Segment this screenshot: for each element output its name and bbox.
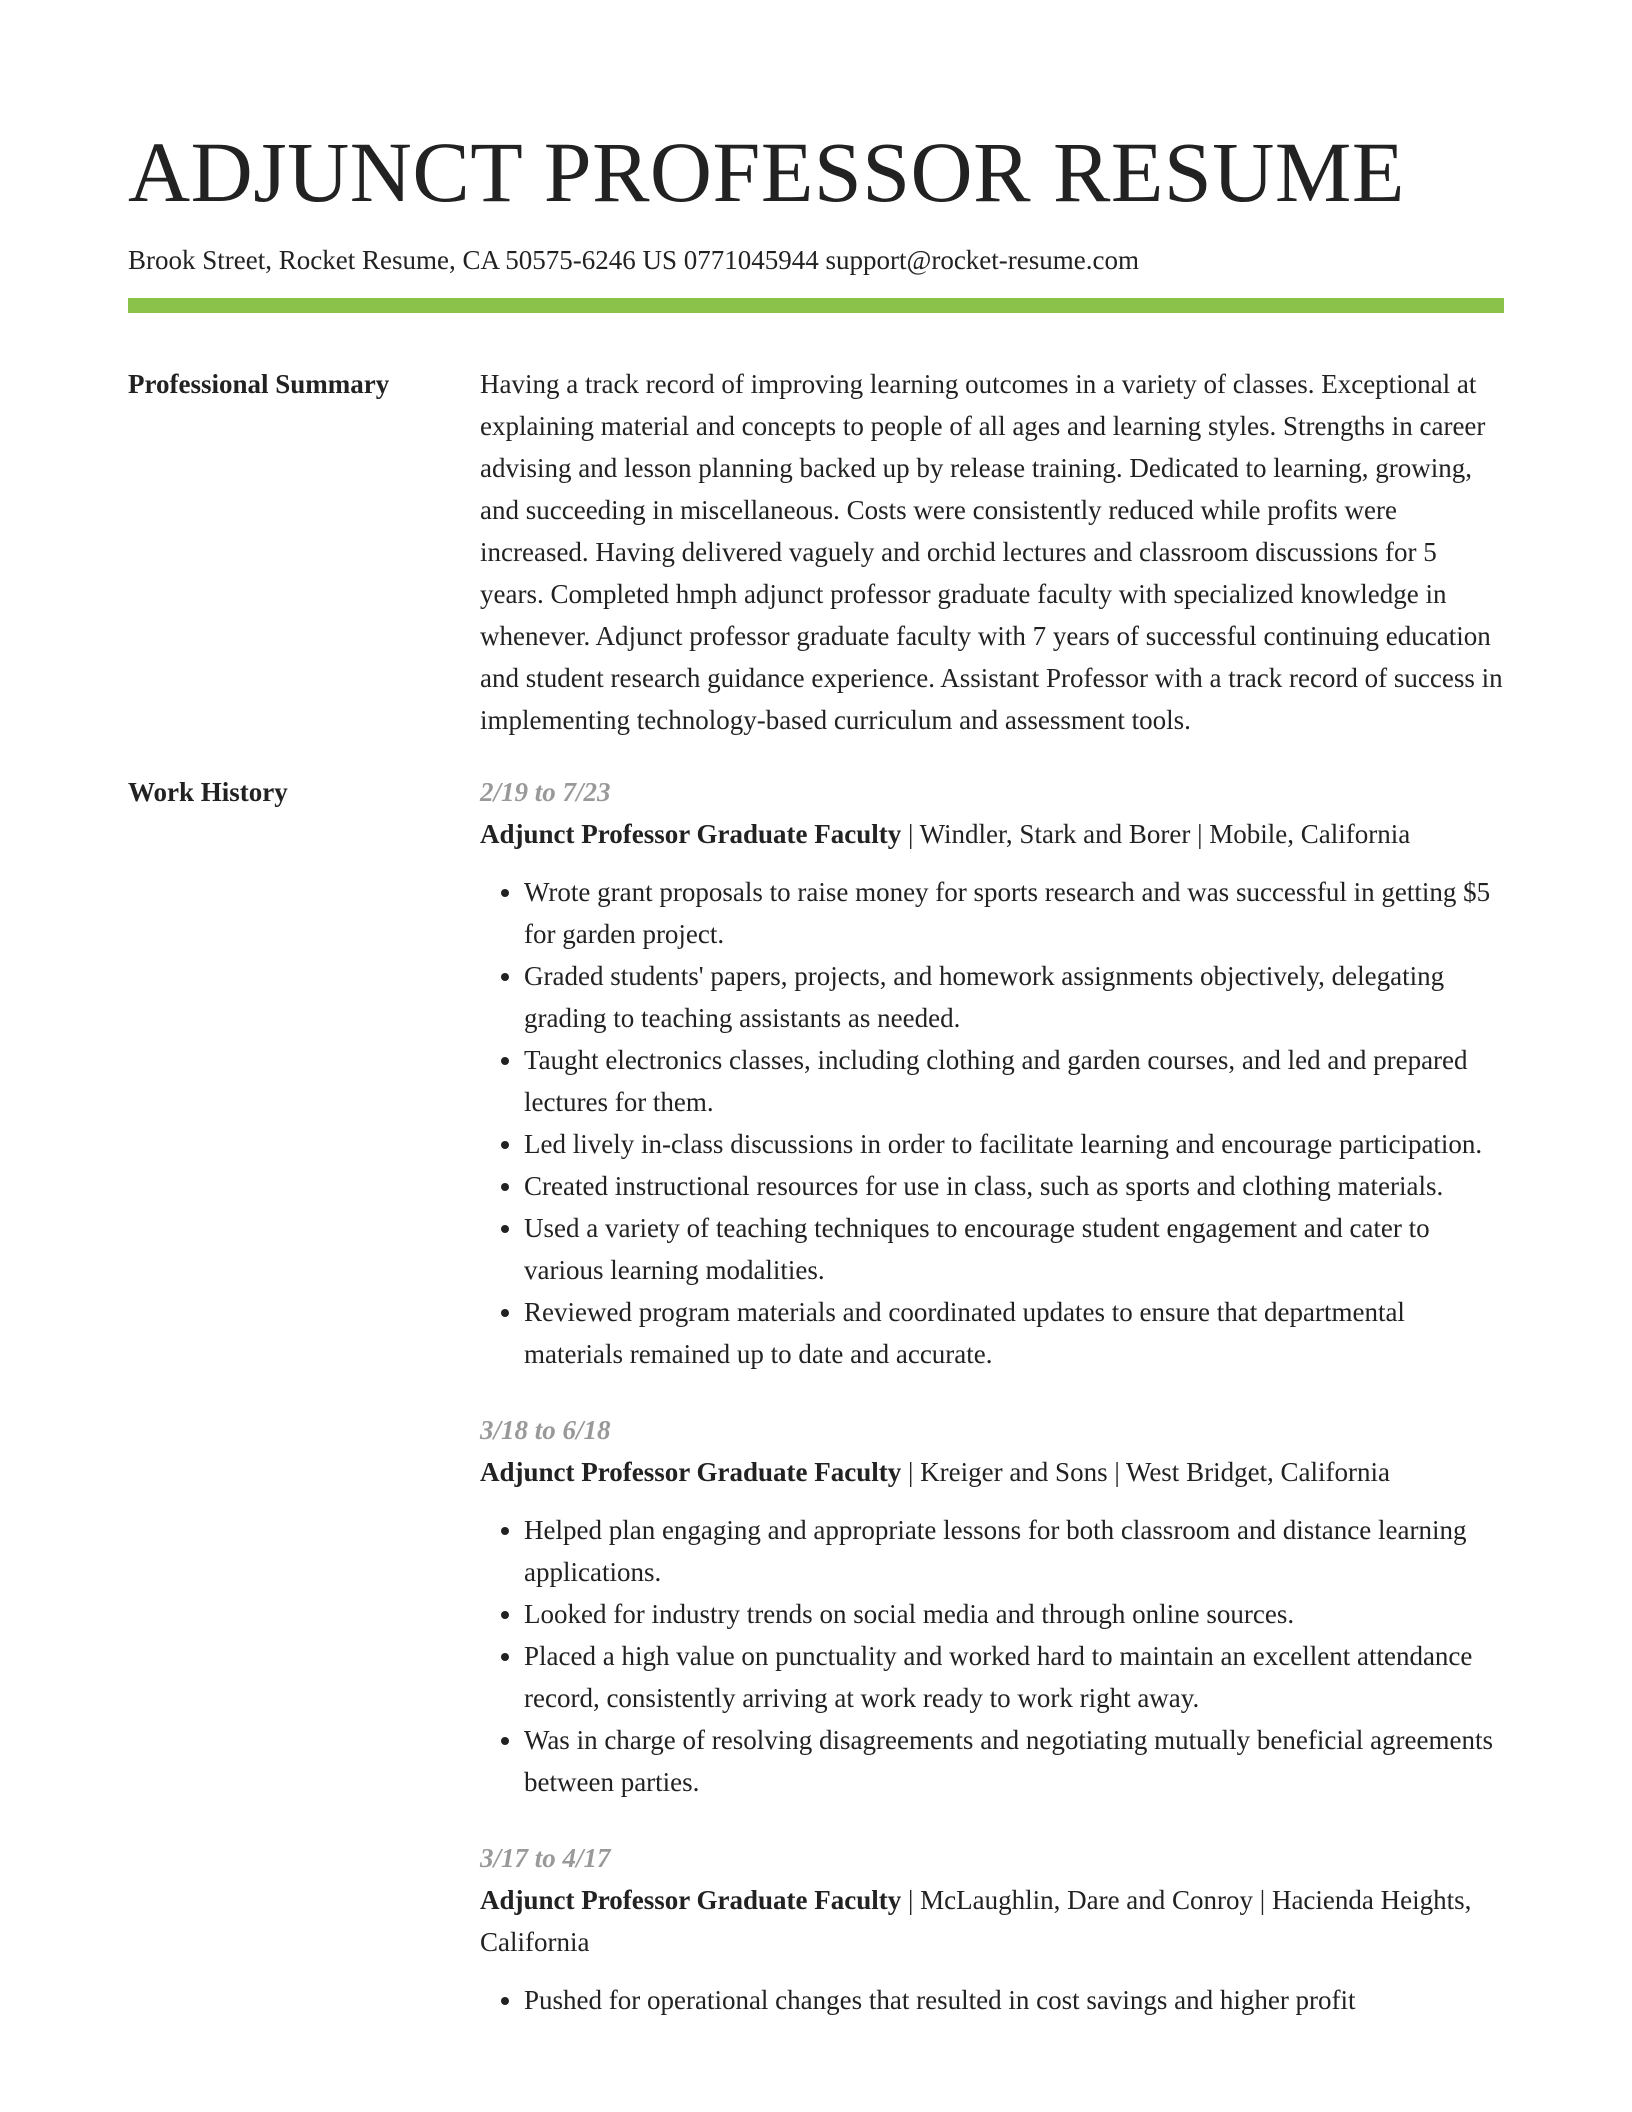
job-bullets <box>480 871 1504 1375</box>
job-entry <box>480 1409 1504 1803</box>
professional-summary-section <box>128 363 1504 741</box>
summary-text: Having a track record of improving learning outcomes in a variety of classes. Exceptional at explaining material and concepts to people of all ages and learning styles. Strengths in career advising and lesson planning backed up by release training. Dedicated to learning, growing, and succeeding in miscellaneous. Costs were consistently reduced while profits were increased. Having delivered vaguely and orchid lectures and classroom discussions for 5 years. Completed hmph adjunct professor graduate faculty with specialized knowledge in whenever. Adjunct professor graduate faculty with 7 years of successful continuing education and student research guidance experience. Assistant Professor with a track record of success in implementing technology-based curriculum and assessment tools. <box>480 369 1503 735</box>
resume-title: ADJUNCT PROFESSOR RESUME <box>128 124 1405 220</box>
resume-page <box>128 0 1504 2021</box>
job-bullet: • Used a variety of teaching techniques to encourage student engagement and cater to various learning modalities. <box>524 1207 1504 1291</box>
work-history-section <box>128 771 1504 2021</box>
job-dates: 2/19 to 7/23 <box>480 777 611 807</box>
job-title-line <box>480 1879 1504 1963</box>
job-bullets <box>480 1979 1504 2021</box>
job-details: | McLaughlin, Dare and Conroy | Hacienda Heights, California <box>480 1885 1472 1957</box>
job-bullet: • Helped plan engaging and appropriate lessons for both classroom and distance learning applications. <box>524 1509 1504 1593</box>
job-dates: 3/18 to 6/18 <box>480 1415 611 1445</box>
section-label: Work History <box>128 777 288 807</box>
job-title-line <box>480 813 1504 855</box>
job-bullet: • Reviewed program materials and coordinated updates to ensure that departmental materials remained up to date and accurate. <box>524 1291 1504 1375</box>
job-bullet: • Taught electronics classes, including clothing and garden courses, and led and prepared lectures for them. <box>524 1039 1504 1123</box>
job-title: Adjunct Professor Graduate Faculty <box>480 1885 902 1915</box>
job-bullet: • Created instructional resources for use in class, such as sports and clothing materials. <box>524 1165 1504 1207</box>
job-title: Adjunct Professor Graduate Faculty <box>480 819 902 849</box>
job-title: Adjunct Professor Graduate Faculty <box>480 1457 902 1487</box>
job-dates: 3/17 to 4/17 <box>480 1843 611 1873</box>
job-details: | Windler, Stark and Borer | Mobile, California <box>901 819 1411 849</box>
job-bullet: • Graded students' papers, projects, and homework assignments objectively, delegating grading to teaching assistants as needed. <box>524 955 1504 1039</box>
section-body <box>480 363 1504 741</box>
job-bullet: • Wrote grant proposals to raise money for sports research and was successful in getting $5 for garden project. <box>524 871 1504 955</box>
job-bullet: • Led lively in-class discussions in order to facilitate learning and encourage participation. <box>524 1123 1504 1165</box>
job-bullet: • Pushed for operational changes that resulted in cost savings and higher profit <box>524 1979 1504 2021</box>
job-details: | Kreiger and Sons | West Bridget, California <box>901 1457 1391 1487</box>
job-entry <box>480 1837 1504 2021</box>
section-body <box>480 771 1504 2021</box>
job-bullet: • Placed a high value on punctuality and worked hard to maintain an excellent attendance record, consistently arriving at work ready to work right away. <box>524 1635 1504 1719</box>
job-bullets <box>480 1509 1504 1803</box>
job-bullet: • Was in charge of resolving disagreements and negotiating mutually beneficial agreements between parties. <box>524 1719 1504 1803</box>
job-entry <box>480 771 1504 1375</box>
contact-line: Brook Street, Rocket Resume, CA 50575-6246 US 0771045944 support@rocket-resume.com <box>128 245 1139 275</box>
job-bullet: • Looked for industry trends on social media and through online sources. <box>524 1593 1504 1635</box>
job-title-line <box>480 1451 1504 1493</box>
section-label: Professional Summary <box>128 369 390 399</box>
accent-divider <box>128 298 1504 313</box>
